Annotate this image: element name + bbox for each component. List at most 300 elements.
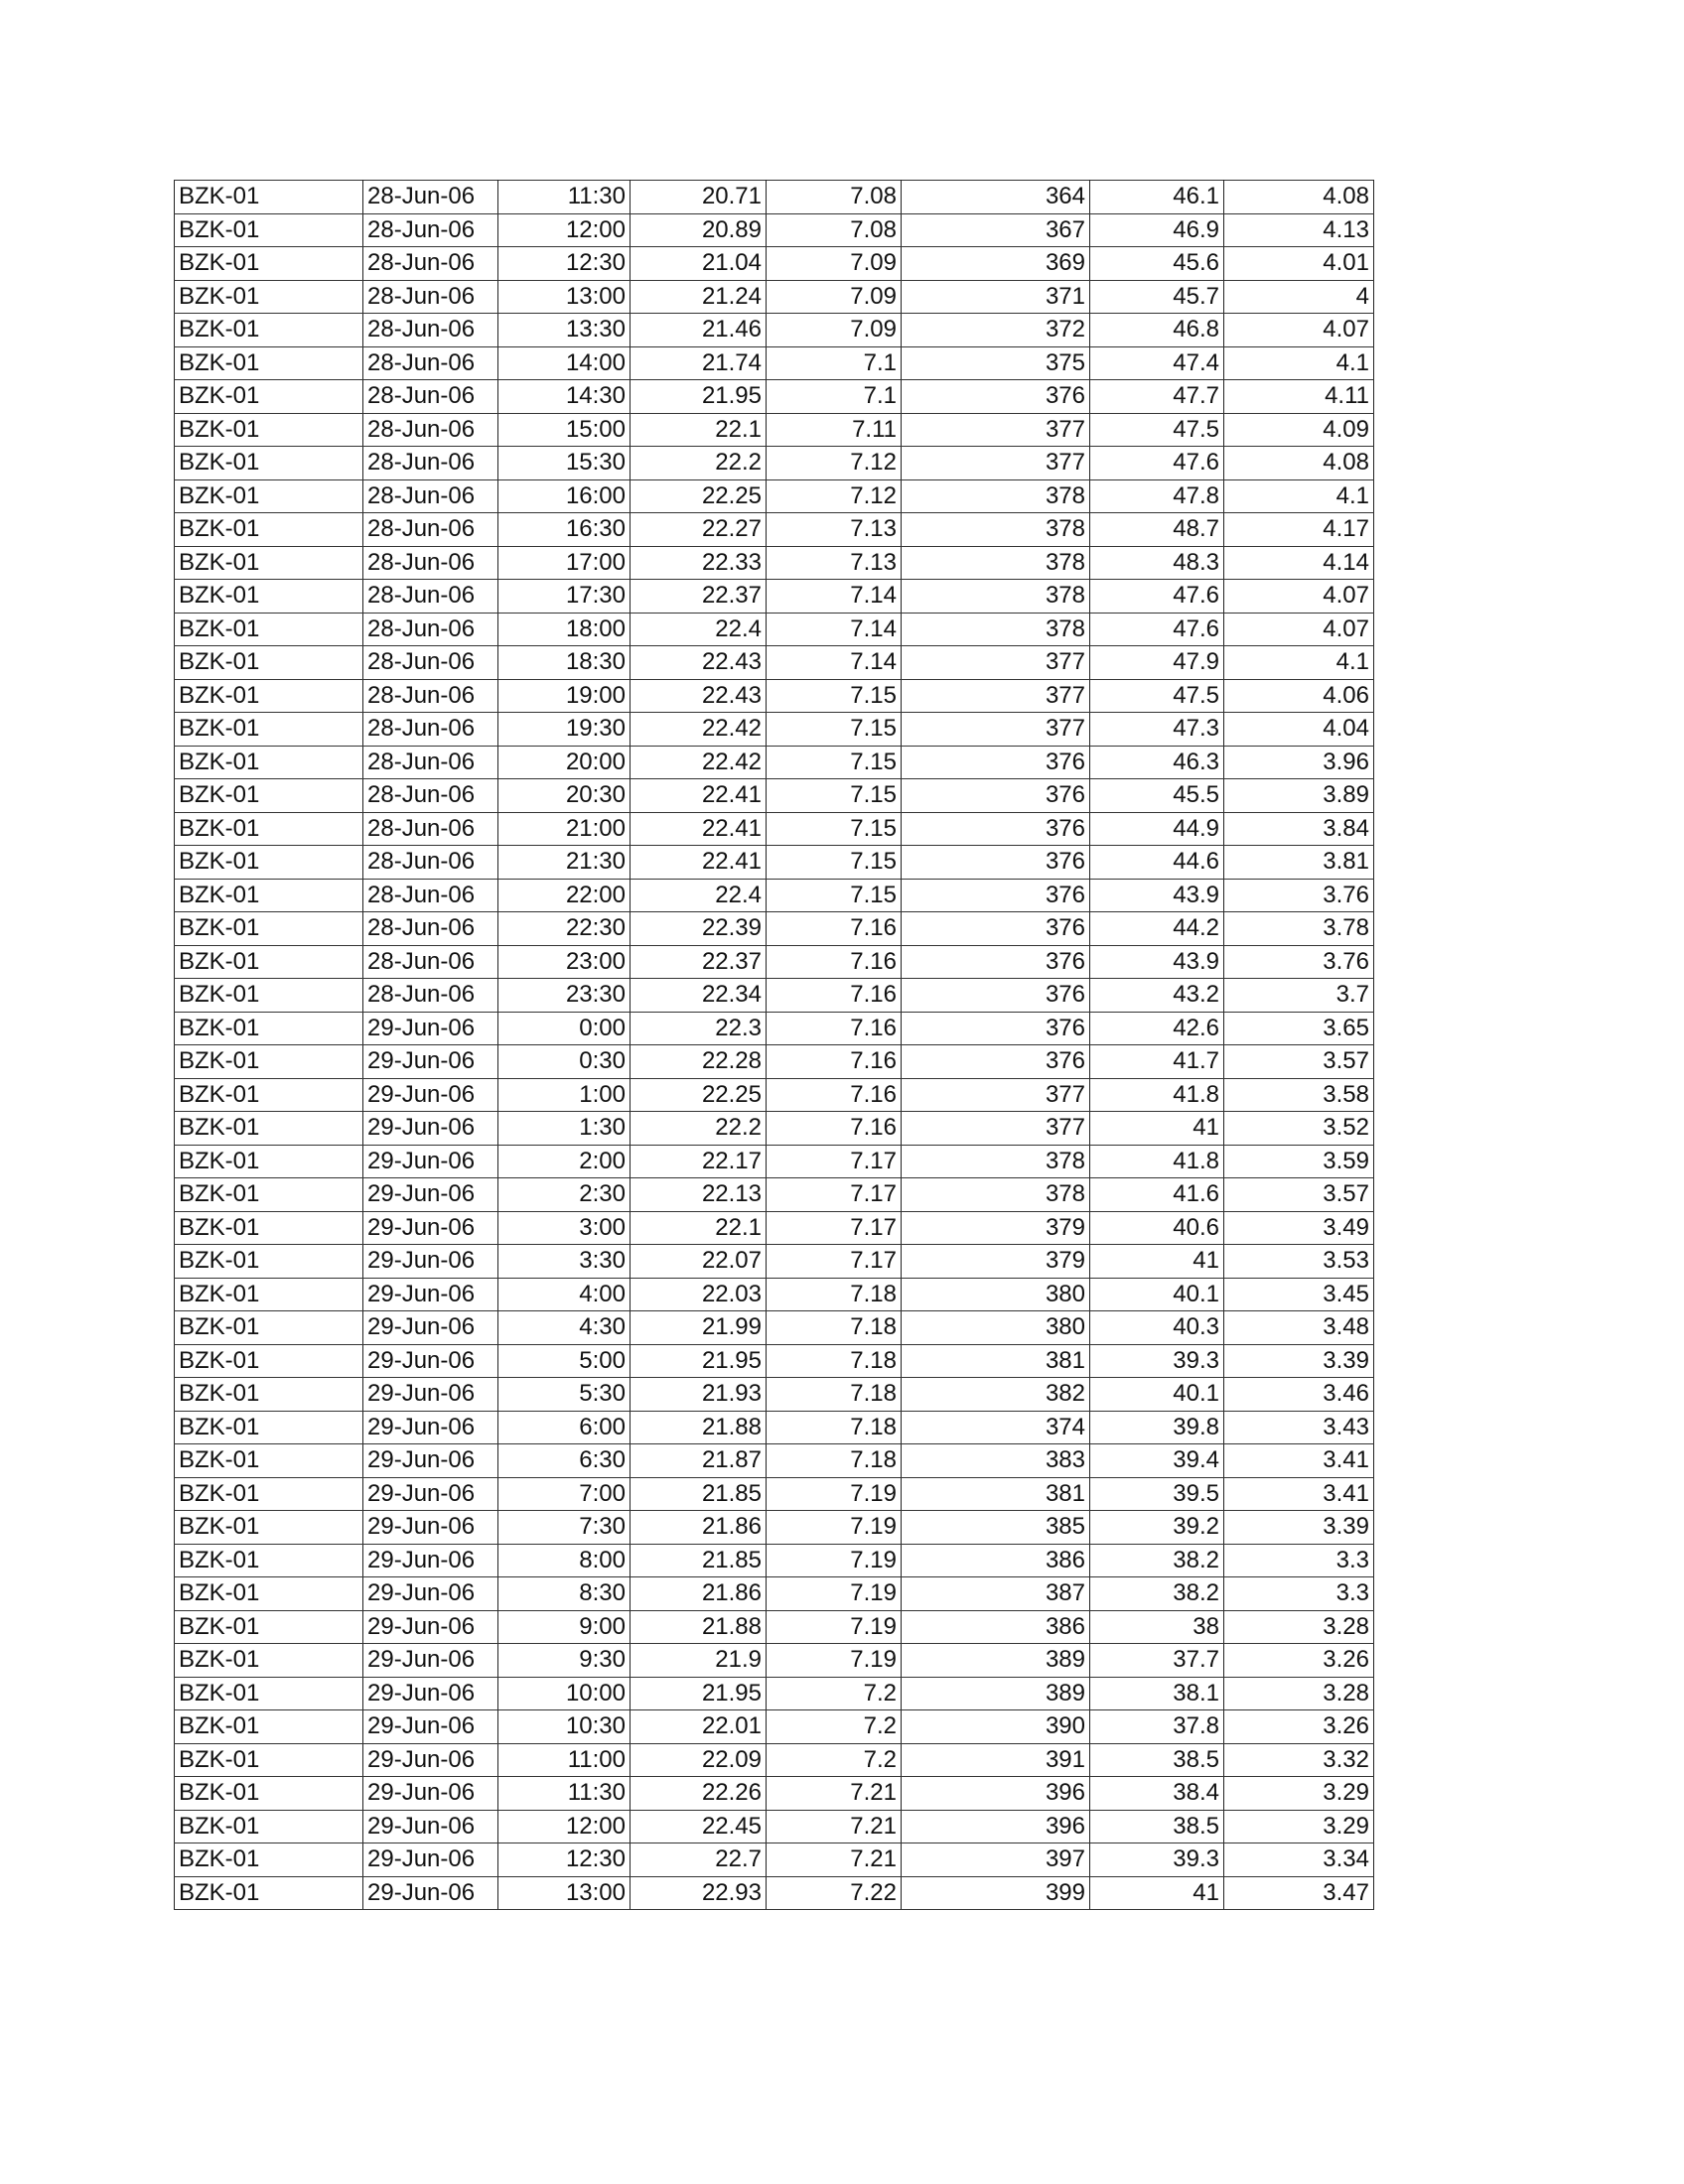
do-percent-cell: 41.7	[1090, 1045, 1224, 1079]
date-cell: 29-Jun-06	[363, 1710, 498, 1744]
ph-cell: 7.15	[767, 779, 902, 813]
table-row	[175, 1544, 1374, 1577]
site-id-cell: BZK-01	[175, 846, 363, 880]
conductivity-cell: 376	[902, 380, 1090, 414]
date-cell: 28-Jun-06	[363, 613, 498, 646]
site-id-cell: BZK-01	[175, 513, 363, 547]
date-cell: 29-Jun-06	[363, 1743, 498, 1777]
date-cell: 29-Jun-06	[363, 1444, 498, 1478]
time-cell: 7:00	[498, 1477, 631, 1511]
date-cell: 29-Jun-06	[363, 1577, 498, 1611]
date-cell: 29-Jun-06	[363, 1411, 498, 1444]
ph-cell: 7.09	[767, 314, 902, 347]
do-percent-cell: 38	[1090, 1610, 1224, 1644]
ph-cell: 7.19	[767, 1610, 902, 1644]
do-mgl-cell: 3.39	[1224, 1511, 1374, 1545]
table-row	[175, 846, 1374, 880]
date-cell: 28-Jun-06	[363, 580, 498, 614]
time-cell: 8:30	[498, 1577, 631, 1611]
do-mgl-cell: 4.1	[1224, 479, 1374, 513]
date-cell: 28-Jun-06	[363, 479, 498, 513]
do-percent-cell: 39.2	[1090, 1511, 1224, 1545]
date-cell: 28-Jun-06	[363, 646, 498, 680]
conductivity-cell: 377	[902, 646, 1090, 680]
do-mgl-cell: 3.57	[1224, 1045, 1374, 1079]
table-row	[175, 1112, 1374, 1146]
ph-cell: 7.18	[767, 1311, 902, 1345]
time-cell: 14:00	[498, 346, 631, 380]
time-cell: 3:30	[498, 1245, 631, 1279]
do-mgl-cell: 4.07	[1224, 580, 1374, 614]
ph-cell: 7.2	[767, 1677, 902, 1710]
do-mgl-cell: 4.04	[1224, 713, 1374, 747]
date-cell: 29-Jun-06	[363, 1211, 498, 1245]
ph-cell: 7.16	[767, 912, 902, 946]
conductivity-cell: 377	[902, 1112, 1090, 1146]
table-row	[175, 912, 1374, 946]
time-cell: 1:00	[498, 1078, 631, 1112]
temperature-cell: 21.95	[631, 380, 767, 414]
conductivity-cell: 378	[902, 546, 1090, 580]
site-id-cell: BZK-01	[175, 247, 363, 281]
ph-cell: 7.15	[767, 846, 902, 880]
conductivity-cell: 378	[902, 580, 1090, 614]
conductivity-cell: 376	[902, 979, 1090, 1013]
conductivity-cell: 376	[902, 746, 1090, 779]
ph-cell: 7.12	[767, 479, 902, 513]
table-row	[175, 713, 1374, 747]
do-mgl-cell: 3.32	[1224, 1743, 1374, 1777]
temperature-cell: 21.24	[631, 280, 767, 314]
site-id-cell: BZK-01	[175, 1278, 363, 1311]
site-id-cell: BZK-01	[175, 979, 363, 1013]
time-cell: 13:00	[498, 280, 631, 314]
ph-cell: 7.19	[767, 1644, 902, 1678]
time-cell: 0:00	[498, 1012, 631, 1045]
site-id-cell: BZK-01	[175, 1378, 363, 1412]
time-cell: 12:00	[498, 213, 631, 247]
ph-cell: 7.18	[767, 1378, 902, 1412]
temperature-cell: 21.99	[631, 1311, 767, 1345]
do-mgl-cell: 3.29	[1224, 1777, 1374, 1811]
do-mgl-cell: 3.59	[1224, 1145, 1374, 1178]
site-id-cell: BZK-01	[175, 1644, 363, 1678]
date-cell: 29-Jun-06	[363, 1045, 498, 1079]
temperature-cell: 21.88	[631, 1411, 767, 1444]
do-percent-cell: 39.8	[1090, 1411, 1224, 1444]
do-percent-cell: 41	[1090, 1112, 1224, 1146]
site-id-cell: BZK-01	[175, 280, 363, 314]
temperature-cell: 22.37	[631, 945, 767, 979]
date-cell: 28-Jun-06	[363, 213, 498, 247]
date-cell: 29-Jun-06	[363, 1677, 498, 1710]
ph-cell: 7.15	[767, 679, 902, 713]
time-cell: 11:30	[498, 181, 631, 214]
time-cell: 5:00	[498, 1344, 631, 1378]
do-percent-cell: 47.4	[1090, 346, 1224, 380]
temperature-cell: 22.25	[631, 1078, 767, 1112]
time-cell: 14:30	[498, 380, 631, 414]
ph-cell: 7.08	[767, 181, 902, 214]
temperature-cell: 22.3	[631, 1012, 767, 1045]
do-mgl-cell: 4.07	[1224, 613, 1374, 646]
table-row	[175, 1078, 1374, 1112]
temperature-cell: 22.43	[631, 646, 767, 680]
time-cell: 12:30	[498, 1843, 631, 1877]
conductivity-cell: 376	[902, 912, 1090, 946]
do-percent-cell: 41.8	[1090, 1145, 1224, 1178]
do-mgl-cell: 3.81	[1224, 846, 1374, 880]
do-mgl-cell: 4.13	[1224, 213, 1374, 247]
ph-cell: 7.18	[767, 1411, 902, 1444]
conductivity-cell: 381	[902, 1344, 1090, 1378]
date-cell: 28-Jun-06	[363, 181, 498, 214]
temperature-cell: 21.46	[631, 314, 767, 347]
table-row	[175, 513, 1374, 547]
site-id-cell: BZK-01	[175, 1245, 363, 1279]
do-percent-cell: 45.7	[1090, 280, 1224, 314]
do-mgl-cell: 3.45	[1224, 1278, 1374, 1311]
site-id-cell: BZK-01	[175, 181, 363, 214]
time-cell: 20:30	[498, 779, 631, 813]
do-percent-cell: 39.3	[1090, 1344, 1224, 1378]
conductivity-cell: 386	[902, 1610, 1090, 1644]
table-row	[175, 447, 1374, 480]
do-mgl-cell: 3.57	[1224, 1178, 1374, 1212]
temperature-cell: 21.85	[631, 1544, 767, 1577]
do-mgl-cell: 3.89	[1224, 779, 1374, 813]
date-cell: 29-Jun-06	[363, 1311, 498, 1345]
ph-cell: 7.09	[767, 280, 902, 314]
do-percent-cell: 37.7	[1090, 1644, 1224, 1678]
date-cell: 28-Jun-06	[363, 879, 498, 912]
date-cell: 29-Jun-06	[363, 1145, 498, 1178]
do-percent-cell: 47.8	[1090, 479, 1224, 513]
date-cell: 29-Jun-06	[363, 1810, 498, 1843]
do-percent-cell: 43.2	[1090, 979, 1224, 1013]
temperature-cell: 21.87	[631, 1444, 767, 1478]
do-mgl-cell: 3.76	[1224, 945, 1374, 979]
ph-cell: 7.16	[767, 1045, 902, 1079]
conductivity-cell: 376	[902, 1045, 1090, 1079]
table-row	[175, 213, 1374, 247]
date-cell: 28-Jun-06	[363, 413, 498, 447]
do-mgl-cell: 4.06	[1224, 679, 1374, 713]
time-cell: 13:00	[498, 1876, 631, 1910]
do-mgl-cell: 4.08	[1224, 447, 1374, 480]
site-id-cell: BZK-01	[175, 1411, 363, 1444]
do-percent-cell: 40.1	[1090, 1278, 1224, 1311]
table-row	[175, 280, 1374, 314]
time-cell: 10:00	[498, 1677, 631, 1710]
table-row	[175, 812, 1374, 846]
temperature-cell: 21.95	[631, 1344, 767, 1378]
site-id-cell: BZK-01	[175, 713, 363, 747]
ph-cell: 7.09	[767, 247, 902, 281]
ph-cell: 7.17	[767, 1245, 902, 1279]
table-row	[175, 1810, 1374, 1843]
conductivity-cell: 377	[902, 713, 1090, 747]
temperature-cell: 22.41	[631, 779, 767, 813]
time-cell: 4:00	[498, 1278, 631, 1311]
temperature-cell: 22.26	[631, 1777, 767, 1811]
ph-cell: 7.17	[767, 1211, 902, 1245]
do-mgl-cell: 3.48	[1224, 1311, 1374, 1345]
time-cell: 19:00	[498, 679, 631, 713]
time-cell: 0:30	[498, 1045, 631, 1079]
time-cell: 23:30	[498, 979, 631, 1013]
do-mgl-cell: 4.07	[1224, 314, 1374, 347]
do-mgl-cell: 3.96	[1224, 746, 1374, 779]
temperature-cell: 22.2	[631, 447, 767, 480]
time-cell: 19:30	[498, 713, 631, 747]
data-table	[174, 180, 1374, 1910]
ph-cell: 7.14	[767, 613, 902, 646]
do-mgl-cell: 3.53	[1224, 1245, 1374, 1279]
do-mgl-cell: 4.08	[1224, 181, 1374, 214]
table-row	[175, 546, 1374, 580]
table-row	[175, 479, 1374, 513]
do-mgl-cell: 3.34	[1224, 1843, 1374, 1877]
do-percent-cell: 47.3	[1090, 713, 1224, 747]
date-cell: 29-Jun-06	[363, 1178, 498, 1212]
temperature-cell: 22.4	[631, 879, 767, 912]
do-mgl-cell: 3.52	[1224, 1112, 1374, 1146]
conductivity-cell: 377	[902, 413, 1090, 447]
ph-cell: 7.14	[767, 580, 902, 614]
site-id-cell: BZK-01	[175, 1211, 363, 1245]
conductivity-cell: 378	[902, 1145, 1090, 1178]
time-cell: 2:00	[498, 1145, 631, 1178]
conductivity-cell: 377	[902, 447, 1090, 480]
table-row	[175, 1876, 1374, 1910]
do-mgl-cell: 3.41	[1224, 1477, 1374, 1511]
temperature-cell: 21.95	[631, 1677, 767, 1710]
do-mgl-cell: 3.46	[1224, 1378, 1374, 1412]
date-cell: 29-Jun-06	[363, 1012, 498, 1045]
time-cell: 8:00	[498, 1544, 631, 1577]
temperature-cell: 22.42	[631, 713, 767, 747]
time-cell: 3:00	[498, 1211, 631, 1245]
conductivity-cell: 376	[902, 1012, 1090, 1045]
table-row	[175, 613, 1374, 646]
table-row	[175, 1610, 1374, 1644]
site-id-cell: BZK-01	[175, 1078, 363, 1112]
ph-cell: 7.14	[767, 646, 902, 680]
site-id-cell: BZK-01	[175, 1577, 363, 1611]
table-row	[175, 746, 1374, 779]
conductivity-cell: 372	[902, 314, 1090, 347]
ph-cell: 7.18	[767, 1344, 902, 1378]
temperature-cell: 22.27	[631, 513, 767, 547]
time-cell: 5:30	[498, 1378, 631, 1412]
ph-cell: 7.16	[767, 1012, 902, 1045]
table-row	[175, 1245, 1374, 1279]
do-percent-cell: 39.5	[1090, 1477, 1224, 1511]
table-row	[175, 1477, 1374, 1511]
do-mgl-cell: 3.3	[1224, 1544, 1374, 1577]
table-row	[175, 1045, 1374, 1079]
conductivity-cell: 378	[902, 479, 1090, 513]
date-cell: 29-Jun-06	[363, 1477, 498, 1511]
conductivity-cell: 378	[902, 513, 1090, 547]
do-mgl-cell: 4	[1224, 280, 1374, 314]
time-cell: 22:00	[498, 879, 631, 912]
time-cell: 17:00	[498, 546, 631, 580]
do-mgl-cell: 3.43	[1224, 1411, 1374, 1444]
do-mgl-cell: 3.7	[1224, 979, 1374, 1013]
temperature-cell: 22.03	[631, 1278, 767, 1311]
conductivity-cell: 376	[902, 879, 1090, 912]
conductivity-cell: 378	[902, 613, 1090, 646]
date-cell: 28-Jun-06	[363, 346, 498, 380]
table-row	[175, 1178, 1374, 1212]
conductivity-cell: 376	[902, 779, 1090, 813]
site-id-cell: BZK-01	[175, 1045, 363, 1079]
do-percent-cell: 44.6	[1090, 846, 1224, 880]
ph-cell: 7.08	[767, 213, 902, 247]
conductivity-cell: 376	[902, 812, 1090, 846]
do-percent-cell: 38.2	[1090, 1577, 1224, 1611]
date-cell: 28-Jun-06	[363, 546, 498, 580]
table-row	[175, 1577, 1374, 1611]
site-id-cell: BZK-01	[175, 580, 363, 614]
ph-cell: 7.11	[767, 413, 902, 447]
table-row	[175, 979, 1374, 1013]
time-cell: 12:00	[498, 1810, 631, 1843]
table-row	[175, 1777, 1374, 1811]
ph-cell: 7.13	[767, 546, 902, 580]
conductivity-cell: 379	[902, 1211, 1090, 1245]
do-percent-cell: 47.9	[1090, 646, 1224, 680]
site-id-cell: BZK-01	[175, 314, 363, 347]
site-id-cell: BZK-01	[175, 1112, 363, 1146]
ph-cell: 7.15	[767, 713, 902, 747]
do-percent-cell: 41	[1090, 1245, 1224, 1279]
date-cell: 28-Jun-06	[363, 713, 498, 747]
ph-cell: 7.15	[767, 879, 902, 912]
do-percent-cell: 38.5	[1090, 1810, 1224, 1843]
conductivity-cell: 375	[902, 346, 1090, 380]
temperature-cell: 22.37	[631, 580, 767, 614]
conductivity-cell: 397	[902, 1843, 1090, 1877]
site-id-cell: BZK-01	[175, 546, 363, 580]
table-row	[175, 181, 1374, 214]
table-row	[175, 247, 1374, 281]
table-row	[175, 1843, 1374, 1877]
do-percent-cell: 44.2	[1090, 912, 1224, 946]
do-percent-cell: 38.5	[1090, 1743, 1224, 1777]
ph-cell: 7.21	[767, 1843, 902, 1877]
temperature-cell: 22.39	[631, 912, 767, 946]
time-cell: 9:00	[498, 1610, 631, 1644]
time-cell: 7:30	[498, 1511, 631, 1545]
site-id-cell: BZK-01	[175, 1444, 363, 1478]
temperature-cell: 22.1	[631, 413, 767, 447]
table-row	[175, 413, 1374, 447]
site-id-cell: BZK-01	[175, 779, 363, 813]
time-cell: 10:30	[498, 1710, 631, 1744]
temperature-cell: 20.71	[631, 181, 767, 214]
do-mgl-cell: 4.14	[1224, 546, 1374, 580]
table-row	[175, 1211, 1374, 1245]
do-mgl-cell: 3.76	[1224, 879, 1374, 912]
temperature-cell: 21.93	[631, 1378, 767, 1412]
conductivity-cell: 391	[902, 1743, 1090, 1777]
do-mgl-cell: 3.26	[1224, 1644, 1374, 1678]
temperature-cell: 22.4	[631, 613, 767, 646]
temperature-cell: 22.2	[631, 1112, 767, 1146]
conductivity-cell: 389	[902, 1644, 1090, 1678]
do-percent-cell: 41.6	[1090, 1178, 1224, 1212]
date-cell: 28-Jun-06	[363, 846, 498, 880]
time-cell: 11:30	[498, 1777, 631, 1811]
table-row	[175, 1145, 1374, 1178]
date-cell: 29-Jun-06	[363, 1876, 498, 1910]
site-id-cell: BZK-01	[175, 1477, 363, 1511]
site-id-cell: BZK-01	[175, 1810, 363, 1843]
ph-cell: 7.16	[767, 1078, 902, 1112]
temperature-cell: 22.07	[631, 1245, 767, 1279]
do-percent-cell: 41.8	[1090, 1078, 1224, 1112]
do-mgl-cell: 3.26	[1224, 1710, 1374, 1744]
site-id-cell: BZK-01	[175, 1178, 363, 1212]
ph-cell: 7.21	[767, 1810, 902, 1843]
date-cell: 29-Jun-06	[363, 1644, 498, 1678]
do-percent-cell: 41	[1090, 1876, 1224, 1910]
do-percent-cell: 40.6	[1090, 1211, 1224, 1245]
table-body	[175, 181, 1374, 1910]
ph-cell: 7.2	[767, 1743, 902, 1777]
date-cell: 29-Jun-06	[363, 1511, 498, 1545]
date-cell: 29-Jun-06	[363, 1544, 498, 1577]
ph-cell: 7.13	[767, 513, 902, 547]
table-row	[175, 1278, 1374, 1311]
time-cell: 4:30	[498, 1311, 631, 1345]
site-id-cell: BZK-01	[175, 413, 363, 447]
do-mgl-cell: 3.84	[1224, 812, 1374, 846]
site-id-cell: BZK-01	[175, 1843, 363, 1877]
table-row	[175, 879, 1374, 912]
do-mgl-cell: 4.09	[1224, 413, 1374, 447]
site-id-cell: BZK-01	[175, 679, 363, 713]
conductivity-cell: 377	[902, 679, 1090, 713]
do-percent-cell: 44.9	[1090, 812, 1224, 846]
time-cell: 9:30	[498, 1644, 631, 1678]
ph-cell: 7.18	[767, 1444, 902, 1478]
do-percent-cell: 37.8	[1090, 1710, 1224, 1744]
ph-cell: 7.1	[767, 380, 902, 414]
ph-cell: 7.15	[767, 812, 902, 846]
time-cell: 2:30	[498, 1178, 631, 1212]
ph-cell: 7.17	[767, 1178, 902, 1212]
do-mgl-cell: 3.78	[1224, 912, 1374, 946]
do-percent-cell: 47.6	[1090, 580, 1224, 614]
table-row	[175, 1411, 1374, 1444]
time-cell: 17:30	[498, 580, 631, 614]
do-percent-cell: 48.7	[1090, 513, 1224, 547]
time-cell: 11:00	[498, 1743, 631, 1777]
ph-cell: 7.19	[767, 1511, 902, 1545]
temperature-cell: 21.04	[631, 247, 767, 281]
table-row	[175, 945, 1374, 979]
conductivity-cell: 377	[902, 1078, 1090, 1112]
temperature-cell: 22.41	[631, 846, 767, 880]
do-percent-cell: 47.6	[1090, 447, 1224, 480]
do-mgl-cell: 3.28	[1224, 1610, 1374, 1644]
do-percent-cell: 39.4	[1090, 1444, 1224, 1478]
temperature-cell: 21.86	[631, 1577, 767, 1611]
